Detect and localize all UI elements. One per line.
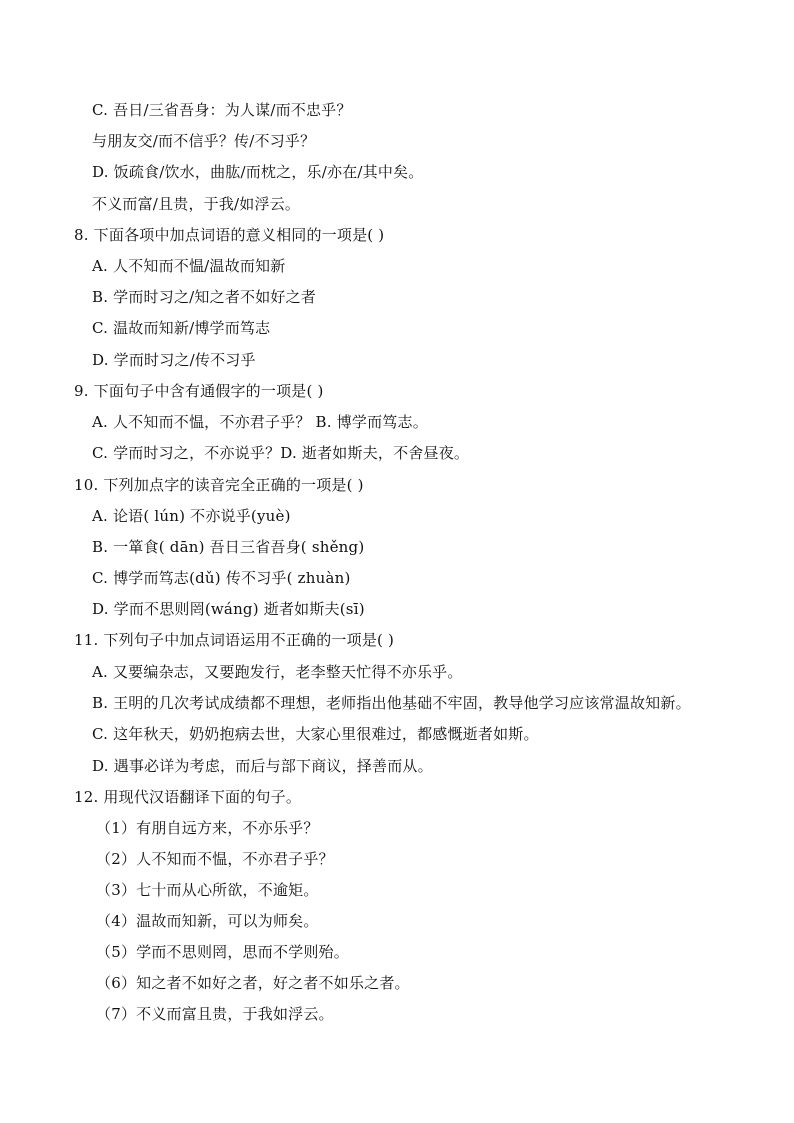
question-10: 10. 下列加点字的读音完全正确的一项是( ) bbox=[74, 476, 364, 494]
question-12: 12. 用现代汉语翻译下面的句子。 bbox=[74, 788, 302, 806]
question-9: 9. 下面句子中含有通假字的一项是( ) bbox=[74, 382, 324, 400]
q7-option-d-cont: 不义而富/且贵，于我/如浮云。 bbox=[92, 195, 301, 213]
q7-option-c-cont: 与朋友交/而不信乎？传/不习乎？ bbox=[92, 132, 316, 150]
q10-option-a: A. 论语( lún) 不亦说乎(yuè) bbox=[92, 507, 291, 525]
q8-option-c: C. 温故而知新/博学而笃志 bbox=[92, 319, 271, 337]
q12-item-3: （3）七十而从心所欲，不逾矩。 bbox=[96, 881, 319, 899]
q11-option-c: C. 这年秋天，奶奶抱病去世，大家心里很难过，都感慨逝者如斯。 bbox=[92, 725, 539, 743]
q12-item-7: （7）不义而富且贵，于我如浮云。 bbox=[96, 1005, 334, 1023]
q7-option-d: D. 饭疏食/饮水，曲肱/而枕之，乐/亦在/其中矣。 bbox=[92, 163, 424, 181]
q12-item-1: （1）有朋自远方来，不亦乐乎？ bbox=[96, 819, 319, 837]
q9-options-cd: C. 学而时习之，不亦说乎？D. 逝者如斯夫，不舍昼夜。 bbox=[92, 444, 470, 462]
question-8: 8. 下面各项中加点词语的意义相同的一项是( ) bbox=[74, 226, 385, 244]
q10-option-c: C. 博学而笃志(dǔ) 传不习乎( zhuàn) bbox=[92, 569, 351, 587]
q8-option-d: D. 学而时习之/传不习乎 bbox=[92, 351, 256, 369]
q11-option-b: B. 王明的几次考试成绩都不理想，老师指出他基础不牢固，教导他学习应该常温故知新。 bbox=[92, 694, 691, 712]
q8-option-a: A. 人不知而不愠/温故而知新 bbox=[92, 257, 286, 275]
q10-option-b: B. 一箪食( dān) 吾日三省吾身( shěng) bbox=[92, 538, 365, 556]
q12-item-6: （6）知之者不如好之者，好之者不如乐之者。 bbox=[96, 974, 410, 992]
question-11: 11. 下列句子中加点词语运用不正确的一项是( ) bbox=[74, 631, 395, 649]
q8-option-b: B. 学而时习之/知之者不如好之者 bbox=[92, 288, 317, 306]
q9-options-ab: A. 人不知而不愠，不亦君子乎？ B. 博学而笃志。 bbox=[92, 413, 428, 431]
q10-option-d: D. 学而不思则罔(wáng) 逝者如斯夫(sī) bbox=[92, 600, 365, 618]
q12-item-4: （4）温故而知新，可以为师矣。 bbox=[96, 912, 319, 930]
q12-item-5: （5）学而不思则罔，思而不学则殆。 bbox=[96, 943, 349, 961]
q11-option-d: D. 遇事必详为考虑，而后与部下商议，择善而从。 bbox=[92, 757, 433, 775]
q11-option-a: A. 又要编杂志，又要跑发行，老李整天忙得不亦乐乎。 bbox=[92, 663, 463, 681]
q7-option-c: C. 吾日/三省吾身：为人谋/而不忠乎？ bbox=[92, 101, 352, 119]
q12-item-2: （2）人不知而不愠，不亦君子乎？ bbox=[96, 850, 334, 868]
